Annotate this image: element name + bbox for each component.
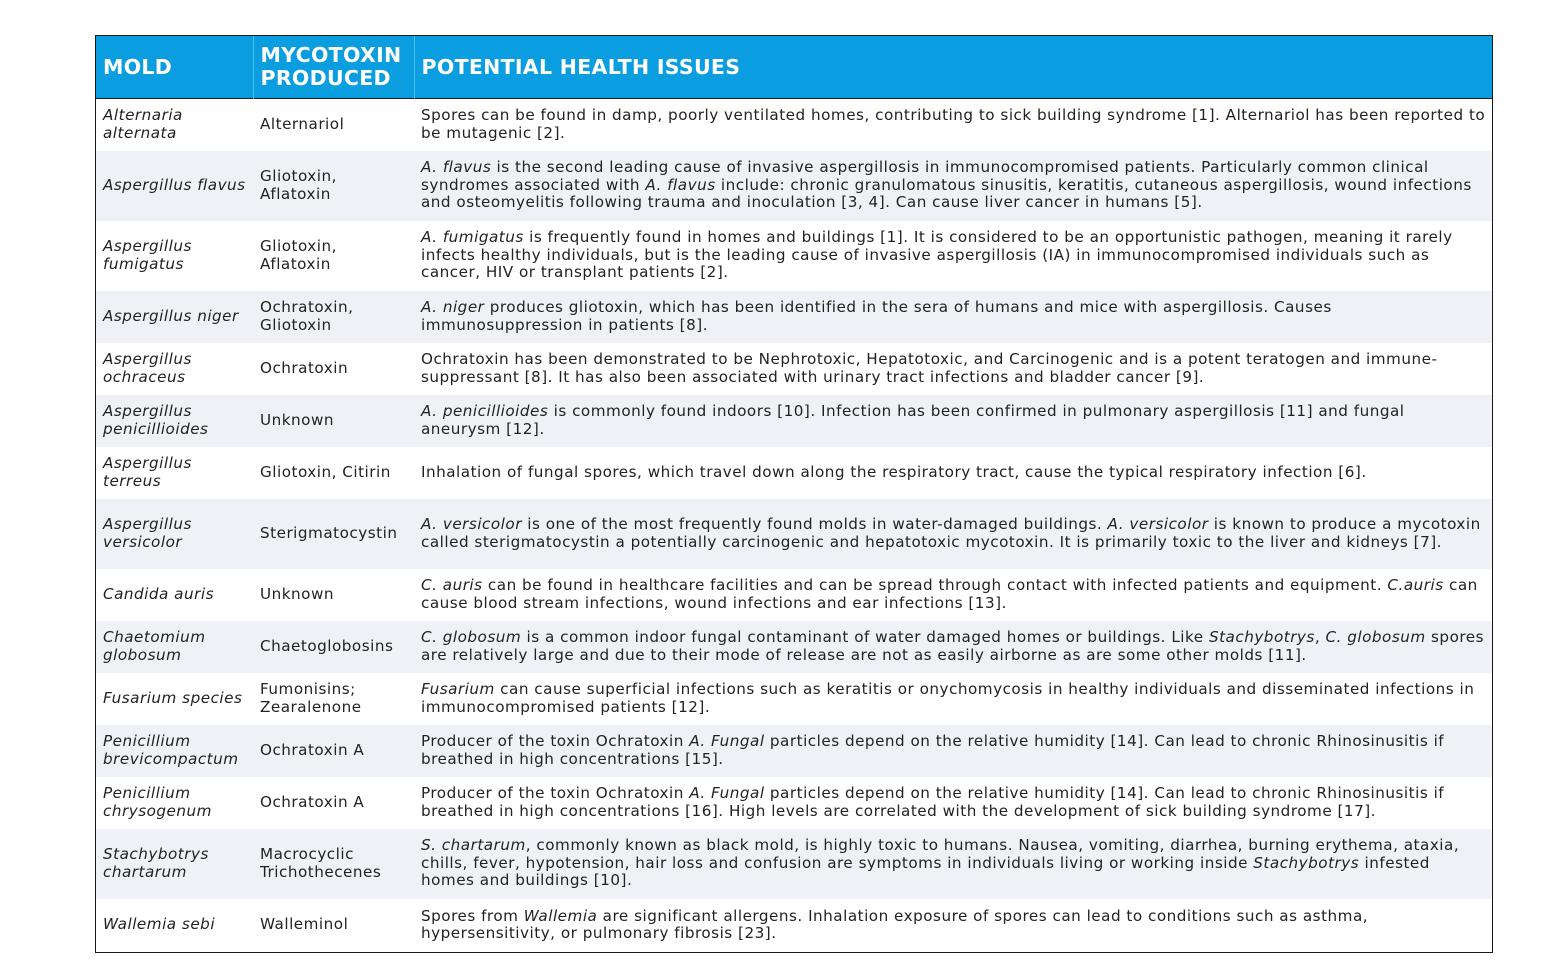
description-text: Spores can be found in damp, poorly ventilated homes, contributing to sick building syndrome [1]. Alternariol has been reported to be mutagenic [2].: [421, 106, 1486, 142]
header-mycotoxin: MYCOTOXIN PRODUCED: [253, 36, 414, 99]
mold-name-cell: Aspergillus ochraceus: [103, 350, 192, 386]
mycotoxin-cell: Unknown: [260, 584, 335, 603]
mold-name-cell: Fusarium species: [103, 688, 243, 707]
description-text: , commonly known as black mold, is highly toxic to humans. Nausea, vomiting, diarrhea, burning erythema, ataxia, chills, fever, hypotension, hair loss and confusion are symptoms in individuals living or working inside: [421, 836, 1460, 872]
species-name-text: A. versicolor: [1107, 515, 1209, 533]
table-row: [96, 569, 1492, 621]
mold-name-cell: Stachybotrys chartarum: [103, 845, 209, 881]
mold-name-cell: Aspergillus flavus: [103, 175, 246, 194]
description-text: particles depend on the relative humidity [14]. Can lead to chronic Rhinosinusitis if breathed in high concentrations [15].: [421, 732, 1445, 768]
table-row: [96, 621, 1492, 673]
mycotoxin-cell: Walleminol: [260, 915, 349, 934]
species-name-text: C. auris: [421, 576, 483, 594]
mold-name-cell: Penicillium brevicompactum: [103, 732, 239, 768]
mycotoxin-cell: Fumonisins; Zearalenone: [260, 680, 362, 716]
header-mold: MOLD: [96, 36, 253, 99]
mycotoxin-cell: Unknown: [260, 410, 335, 429]
mycotoxin-cell: Gliotoxin, Aflatoxin: [260, 167, 337, 203]
table-row: [96, 291, 1492, 343]
mold-name-cell: Wallemia sebi: [103, 915, 216, 934]
table-row: [96, 151, 1492, 221]
species-name-text: A. flavus: [645, 175, 716, 194]
mycotoxin-cell: Ochratoxin A: [260, 792, 365, 811]
description-text: can cause superficial infections such as keratitis or onychomycosis in healthy individuals and disseminated infections in immunocompromised patients [12].: [421, 680, 1475, 716]
mycotoxin-cell: Macrocyclic Trichothecenes: [260, 845, 382, 881]
health-issues-cell: [414, 569, 1492, 621]
health-issues-cell: [414, 151, 1492, 221]
mycotoxin-cell: Ochratoxin: [260, 358, 349, 377]
mycotoxin-cell: Ochratoxin A: [260, 740, 365, 759]
description-text: include: chronic granulomatous sinusitis, keratitis, cutaneous aspergillosis, wound infections and osteomyelitis following trauma and inoculation [3, 4]. Can cause liver cancer in humans [5].: [421, 175, 1472, 212]
species-name-text: A. fumigatus: [421, 228, 524, 247]
table-row: [96, 499, 1492, 569]
mycotoxin-cell: Alternariol: [253, 99, 414, 151]
health-issues-cell: [414, 621, 1492, 673]
species-name-text: A. Fungal: [689, 732, 765, 750]
description-text: spores are relatively large and due to their mode of release are not as easily airborne as are some other molds [11].: [421, 628, 1485, 664]
health-issues-cell: [414, 343, 1492, 395]
species-name-text: S. chartarum: [421, 836, 526, 855]
health-issues-cell: [414, 499, 1492, 569]
health-issues-cell: [414, 777, 1492, 829]
description-text: Ochratoxin has been demonstrated to be Nephrotoxic, Hepatotoxic, and Carcinogenic and is a potent teratogen and immune-suppressant [8]. It has also been associated with urinary tract infections and bladder cancer [9].: [421, 350, 1438, 386]
description-text: is a common indoor fungal contaminant of water damaged homes or buildings. Like: [521, 628, 1209, 646]
mold-table-frame: [95, 35, 1493, 953]
description-text: can be found in healthcare facilities and can be spread through contact with infected patients and equipment.: [482, 576, 1388, 594]
header-health-issues: POTENTIAL HEALTH ISSUES: [414, 36, 1492, 99]
description-text: is commonly found indoors [10]. Infection has been confirmed in pulmonary aspergillosis [11] and fungal aneurysm [12].: [421, 402, 1405, 438]
description-text: is the second leading cause of invasive aspergillosis in immunocompromised patients. Particularly common clinical syndromes associated with: [421, 158, 1429, 194]
description-text: infested homes and buildings [10].: [421, 853, 1430, 890]
species-name-text: Stachybotrys: [1208, 628, 1315, 646]
description-text: are significant allergens. Inhalation exposure of spores can lead to conditions such as asthma, hypersensitivity, or pulmonary fibrosis [23].: [421, 906, 1369, 942]
species-name-text: C.auris: [1387, 576, 1444, 594]
table-row: [96, 221, 1492, 291]
description-text: ,: [1314, 628, 1326, 646]
species-name-text: A. versicolor: [421, 515, 522, 533]
species-name-text: Stachybotrys: [1253, 853, 1360, 872]
mold-name-cell: Aspergillus penicillioides: [103, 402, 209, 438]
species-name-text: Fusarium: [421, 680, 495, 698]
mycotoxin-cell: Ochratoxin, Gliotoxin: [260, 298, 354, 334]
species-name-text: A. Fungal: [689, 784, 765, 802]
table-row: [96, 343, 1492, 395]
species-name-text: A. niger: [421, 298, 485, 316]
table-row: [96, 829, 1492, 899]
health-issues-cell: [414, 725, 1492, 777]
health-issues-cell: [414, 99, 1492, 151]
mold-name-cell: Aspergillus niger: [103, 306, 239, 325]
species-name-text: A. flavus: [421, 158, 492, 177]
health-issues-cell: [414, 291, 1492, 343]
mycotoxin-cell: Chaetoglobosins: [260, 636, 394, 655]
species-name-text: Wallemia: [523, 906, 598, 925]
mycotoxin-cell: Gliotoxin, Citirin: [260, 462, 391, 481]
health-issues-cell: [414, 673, 1492, 725]
species-name-text: C. globosum: [421, 628, 522, 646]
mycotoxin-cell: Sterigmatocystin: [260, 523, 398, 542]
table-row: [96, 99, 1492, 151]
table-row: [96, 725, 1492, 777]
table-row: [96, 777, 1492, 829]
description-text: Producer of the toxin Ochratoxin: [421, 732, 690, 750]
mold-name-cell: Chaetomium globosum: [103, 628, 206, 664]
description-text: particles depend on the relative humidity [14]. Can lead to chronic Rhinosinusitis if breathed in high concentrations [16]. High levels are correlated with the development of sick building syndrome [17].: [421, 784, 1445, 820]
table-row: [96, 395, 1492, 447]
health-issues-cell: [414, 221, 1492, 291]
description-text: can cause blood stream infections, wound infections and ear infections [13].: [421, 576, 1478, 612]
description-text: Inhalation of fungal spores, which travel down along the respiratory tract, cause the typical respiratory infection [6].: [421, 462, 1367, 481]
description-text: Spores from: [421, 906, 524, 925]
mold-name-cell: Candida auris: [103, 584, 214, 603]
health-issues-cell: [414, 447, 1492, 499]
health-issues-cell: [414, 829, 1492, 899]
species-name-text: C. globosum: [1325, 628, 1426, 646]
table-row: [96, 673, 1492, 725]
mold-name-cell: Penicillium chrysogenum: [103, 784, 212, 820]
table-row: [96, 447, 1492, 499]
description-text: Producer of the toxin Ochratoxin: [421, 784, 690, 802]
health-issues-cell: [414, 395, 1492, 447]
species-name-text: A. penicillioides: [421, 402, 549, 420]
header-row: [96, 36, 1492, 99]
mycotoxin-cell: Gliotoxin, Aflatoxin: [260, 237, 337, 273]
description-text: is frequently found in homes and buildings [1]. It is considered to be an opportunistic pathogen, meaning it rarely infects healthy individuals, but is the leading cause of invasive aspergillosis (IA) in immunocompromised individuals such as cancer, HIV or transplant patients [2].: [421, 228, 1453, 282]
mold-name-cell: Aspergillus fumigatus: [103, 237, 192, 273]
description-text: is known to produce a mycotoxin called sterigmatocystin a potentially carcinogenic and hepatotoxic mycotoxin. It is primarily toxic to the liver and kidneys [7].: [421, 515, 1481, 551]
health-issues-cell: [414, 899, 1492, 952]
mold-mycotoxin-table: [96, 36, 1492, 952]
table-row: [96, 899, 1492, 952]
mold-name-cell: Aspergillus terreus: [103, 454, 192, 490]
mold-name-cell: Alternaria alternata: [96, 99, 253, 151]
mold-name-cell: Aspergillus versicolor: [103, 515, 192, 551]
description-text: produces gliotoxin, which has been identified in the sera of humans and mice with aspergillosis. Causes immunosuppression in patients [8].: [421, 298, 1332, 334]
description-text: is one of the most frequently found molds in water-damaged buildings.: [521, 515, 1108, 533]
